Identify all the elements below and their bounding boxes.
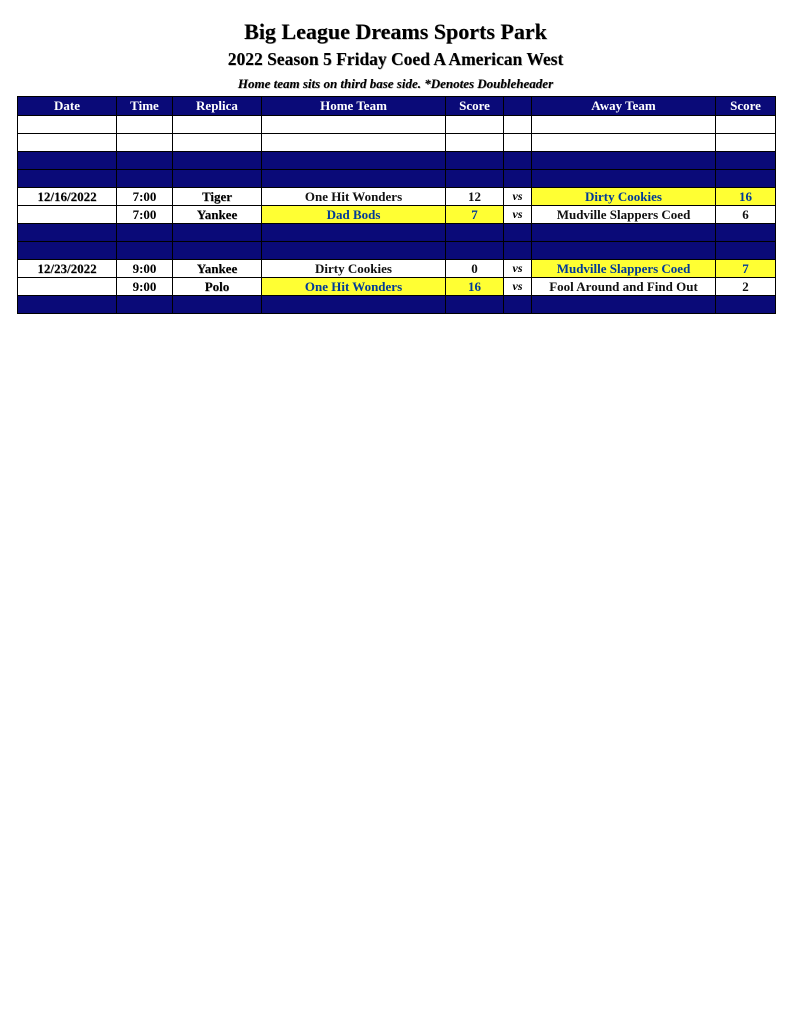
- separator-row: [18, 224, 776, 242]
- game-replica-field: Yankee: [173, 206, 262, 224]
- schedule-note: Home team sits on third base side. *Denotes Doubleheader: [237, 76, 554, 91]
- col-time-header: Time: [117, 97, 173, 116]
- home-score-winner: 16: [446, 278, 504, 296]
- col-date-header: Date: [18, 97, 117, 116]
- game-time: 7:00: [117, 206, 173, 224]
- game-time: 9:00: [117, 278, 173, 296]
- header-row: [18, 97, 776, 116]
- home-team-winner: Dad Bods: [262, 206, 446, 224]
- col-away-score-header: Score: [716, 97, 776, 116]
- game-date: [18, 206, 117, 224]
- game-replica-field: Tiger: [173, 188, 262, 206]
- home-team: Dirty Cookies: [262, 260, 446, 278]
- away-score: 2: [716, 278, 776, 296]
- game-time: 7:00: [117, 188, 173, 206]
- vs-label: vs: [504, 260, 532, 278]
- home-team: One Hit Wonders: [262, 188, 446, 206]
- season-subtitle: 2022 Season 5 Friday Coed A American West: [227, 49, 564, 69]
- col-home-score-header: Score: [446, 97, 504, 116]
- game-replica-field: Polo: [173, 278, 262, 296]
- away-team-winner: Mudville Slappers Coed: [532, 260, 716, 278]
- separator-row: [18, 296, 776, 314]
- col-home-team-header: Home Team: [262, 97, 446, 116]
- away-score-winner: 16: [716, 188, 776, 206]
- home-score: 12: [446, 188, 504, 206]
- game-row: [18, 206, 776, 224]
- game-date: 12/23/2022: [18, 260, 117, 278]
- vs-label: vs: [504, 278, 532, 296]
- home-team-winner: One Hit Wonders: [262, 278, 446, 296]
- home-score: 0: [446, 260, 504, 278]
- empty-row: [18, 116, 776, 134]
- schedule-table: [17, 96, 776, 314]
- home-score-winner: 7: [446, 206, 504, 224]
- game-date: [18, 278, 117, 296]
- game-row: [18, 260, 776, 278]
- game-row: [18, 188, 776, 206]
- col-away-team-header: Away Team: [532, 97, 716, 116]
- separator-row: [18, 242, 776, 260]
- empty-row: [18, 134, 776, 152]
- game-time: 9:00: [117, 260, 173, 278]
- away-team: Fool Around and Find Out: [532, 278, 716, 296]
- col-replica-header: Replica: [173, 97, 262, 116]
- away-team: Mudville Slappers Coed: [532, 206, 716, 224]
- vs-label: vs: [504, 206, 532, 224]
- away-score-winner: 7: [716, 260, 776, 278]
- vs-label: vs: [504, 188, 532, 206]
- away-score: 6: [716, 206, 776, 224]
- game-row: [18, 278, 776, 296]
- separator-row: [18, 170, 776, 188]
- park-title: Big League Dreams Sports Park: [244, 19, 547, 44]
- away-team-winner: Dirty Cookies: [532, 188, 716, 206]
- separator-row: [18, 152, 776, 170]
- col-vs-header: [504, 97, 532, 116]
- game-date: 12/16/2022: [18, 188, 117, 206]
- game-replica-field: Yankee: [173, 260, 262, 278]
